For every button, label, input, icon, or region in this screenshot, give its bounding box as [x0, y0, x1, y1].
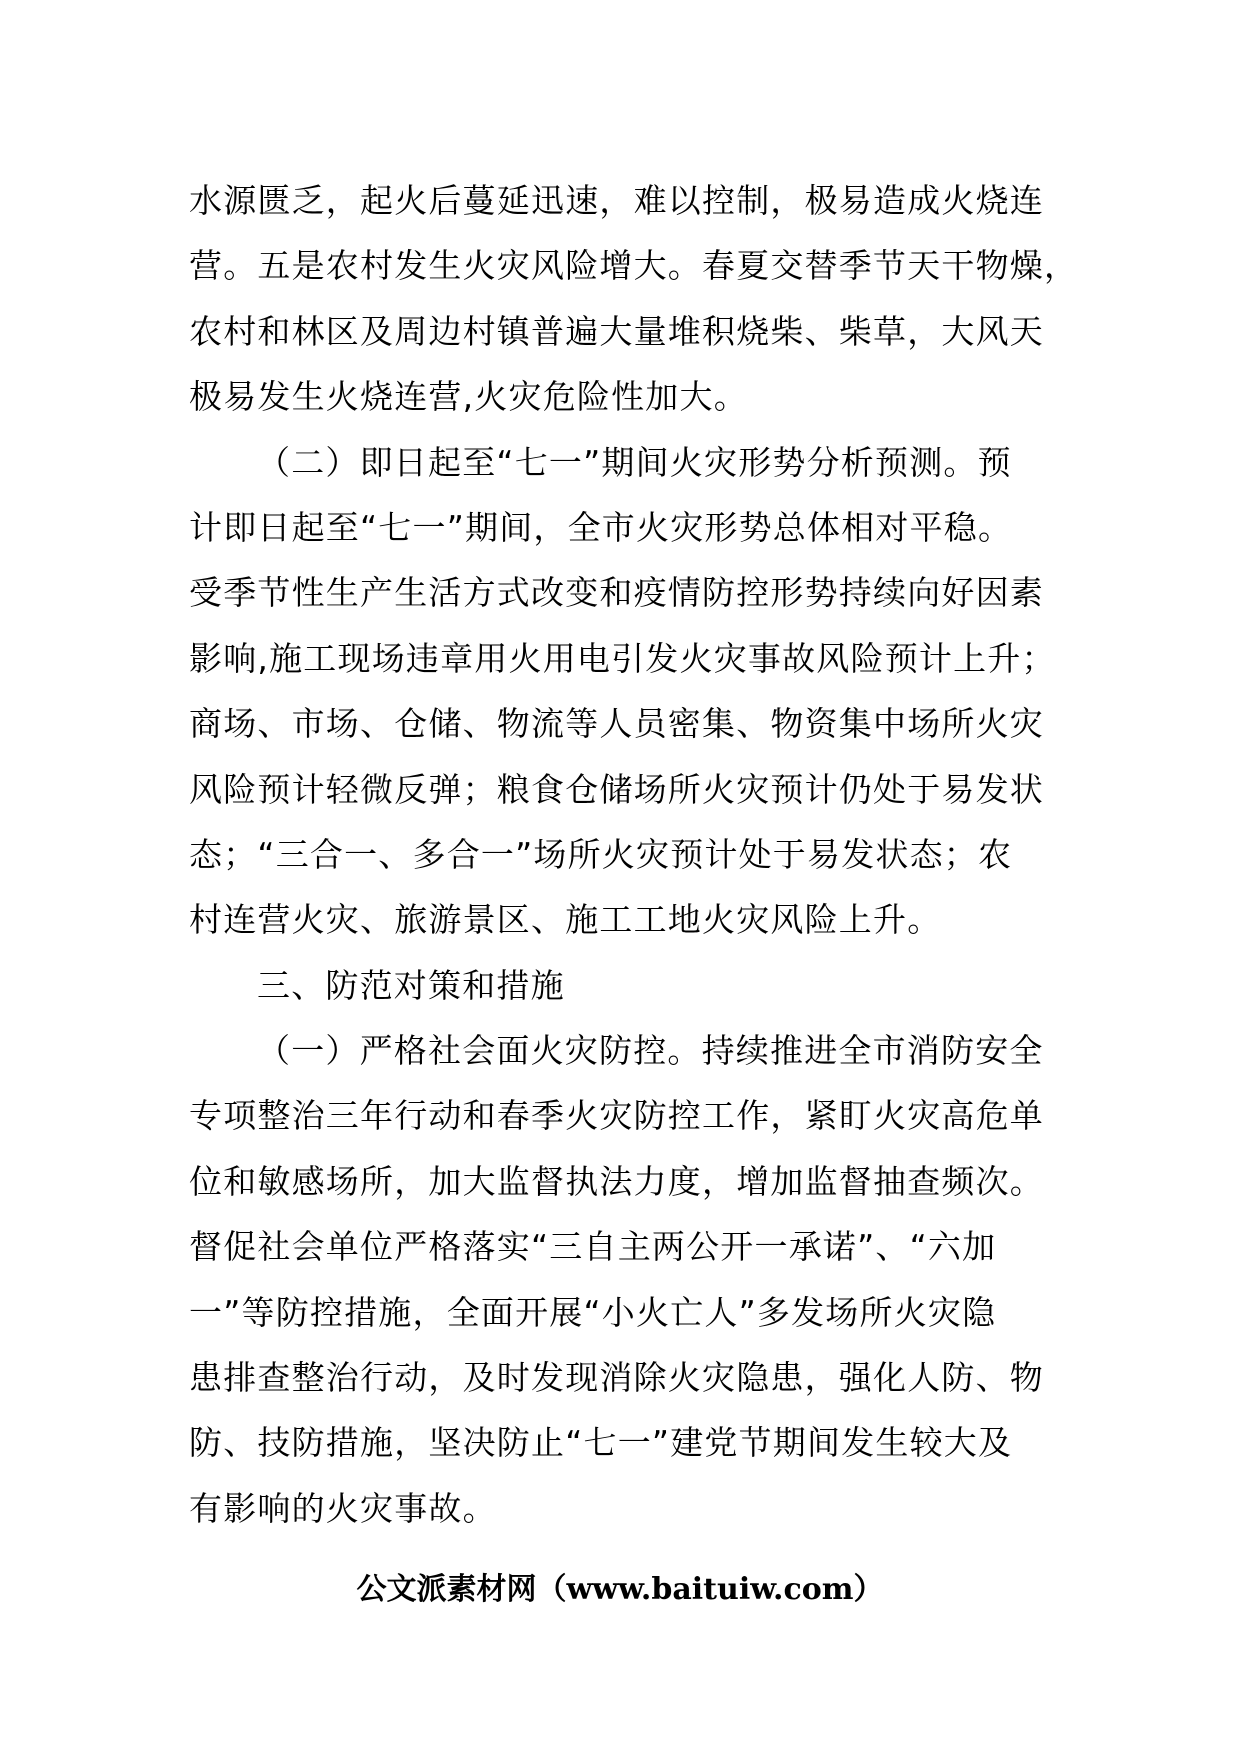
text-line: 督促社会单位严格落实“三自主两公开一承诺”、“六加 [189, 1227, 997, 1267]
section-heading: 三、防范对策和措施 [257, 965, 565, 1005]
text-line: 受季节性生产生活方式改变和疫情防控形势持续向好因素 [189, 573, 1044, 613]
text-line: 商场、市场、仓储、物流等人员密集、物资集中场所火灾 [189, 704, 1044, 744]
text-line: 极易发生火烧连营,火灾危险性加大。 [189, 377, 748, 417]
text-line: （一）严格社会面火灾防控。持续推进全市消防安全 [257, 1031, 1044, 1071]
text-line: 位和敏感场所，加大监督执法力度，增加监督抽查频次。 [189, 1161, 1044, 1201]
text-line: 水源匮乏，起火后蔓延迅速，难以控制，极易造成火烧连 [189, 181, 1044, 220]
body-text [189, 168, 1079, 1541]
text-line: 计即日起至“七一”期间，全市火灾形势总体相对平稳。 [189, 507, 1013, 547]
text-line: 营。五是农村发生火灾风险增大。春夏交替季节天干物燥， [189, 246, 1079, 286]
text-line: 风险预计轻微反弹；粮食仓储场所火灾预计仍处于易发状 [189, 769, 1044, 809]
text-line: 态；“三合一、多合一”场所火灾预计处于易发状态；农 [189, 834, 1013, 874]
text-line: 影响,施工现场违章用火用电引发火灾事故风险预计上升； [189, 638, 1056, 678]
text-line: 专项整治三年行动和春季火灾防控工作，紧盯火灾高危单 [189, 1096, 1044, 1136]
text-line: 患排查整治行动，及时发现消除火灾隐患，强化人防、物 [189, 1358, 1044, 1398]
text-line: （二）即日起至“七一”期间火灾形势分析预测。预 [257, 442, 1012, 482]
text-line: 防、技防措施，坚决防止“七一”建党节期间发生较大及 [189, 1423, 1013, 1463]
text-line: 一”等防控措施，全面开展“小火亡人”多发场所火灾隐 [189, 1292, 997, 1332]
text-line: 村连营火灾、旅游景区、施工工地火灾风险上升。 [189, 900, 942, 940]
text-line: 有影响的火灾事故。 [189, 1488, 497, 1528]
text-line: 农村和林区及周边村镇普遍大量堆积烧柴、柴草，大风天 [189, 311, 1044, 351]
footer-watermark: 公文派素材网（www.baituiw.com） [356, 1572, 884, 1607]
